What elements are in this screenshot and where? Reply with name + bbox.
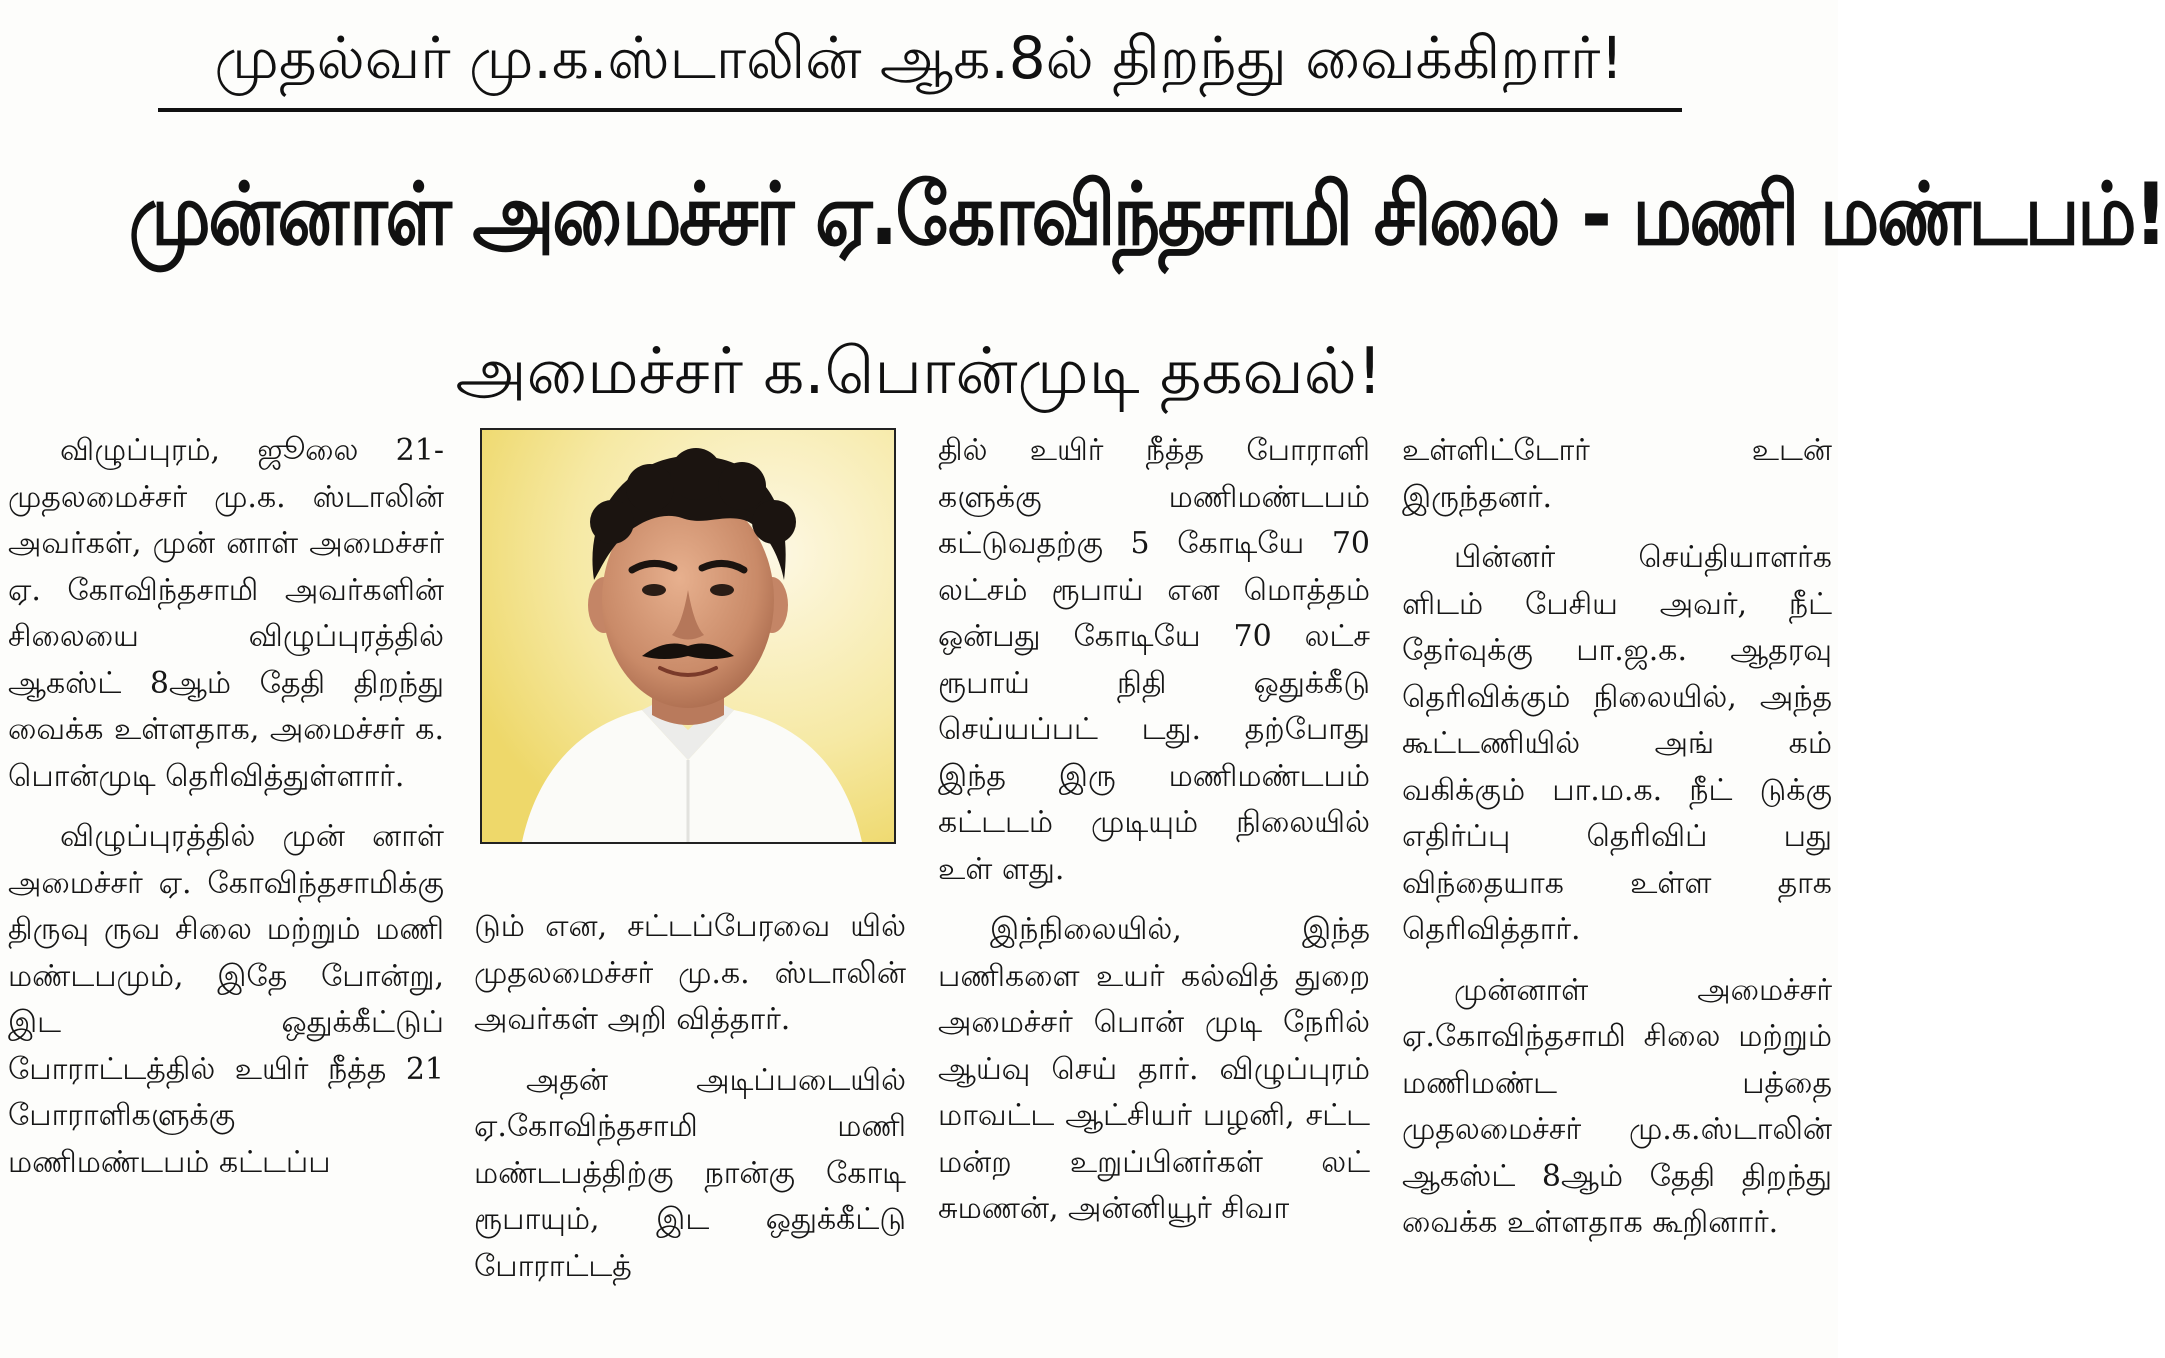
column-2-paragraph-2: அதன் அடிப்படையில் ஏ.கோவிந்தசாமி மணி மண்டபத்திற்கு நான்கு கோடி ரூபாயும், இட ஒதுக்கீட்டு போராட்டத் [474,1062,906,1284]
article-column-2 [474,904,906,1290]
column-3-paragraph-1: தில் உயிர் நீத்த போராளி களுக்கு மணிமண்டபம் கட்டுவதற்கு 5 கோடியே 70 லட்சம் ரூபாய் என மொத்தம் ஒன்பது கோடியே 70 லட்ச ரூபாய் நிதி ஒதுக்கீடு செய்யப்பட் டது. தற்போது இந்த இரு மணிமண்டபம் கட்டடம் முடியும் நிலையில் உள் ளது. [938,433,1370,887]
column-1-paragraph-1: விழுப்புரம், ஜூலை 21- முதலமைச்சர் மு.க. ஸ்டாலின் அவர்கள், முன் னாள் அமைச்சர் ஏ. கோவிந்தசாமி அவர்களின் சிலையை விழுப்புரத்தில் ஆகஸ்ட் 8ஆம் தேதி திறந்து வைக்க உள்ளதாக, அமைச்சர் க. பொன்முடி தெரிவித்துள்ளார். [8,433,444,794]
article-column-3 [938,428,1370,1233]
column-4-paragraph-1: உள்ளிட்டோர் உடன் இருந்தனர். [1402,433,1832,515]
article-kicker: முதல்வர் மு.க.ஸ்டாலின் ஆக.8ல் திறந்து வைக்கிறார்! [214,24,1624,92]
article-column-4 [1402,428,1832,1247]
portrait-illustration [482,430,894,842]
kicker-underline [158,108,1682,112]
column-3-paragraph-2: இந்நிலையில், இந்த பணிகளை உயர் கல்வித் துறை அமைச்சர் பொன் முடி நேரில் ஆய்வு செய் தார். விழுப்புரம் மாவட்ட ஆட்சியர் பழனி, சட்ட மன்ற உறுப்பினர்கள் லட் சுமணன், அன்னியூர் சிவா [938,912,1370,1226]
column-4-paragraph-2: பின்னர் செய்தியாளர்க ளிடம் பேசிய அவர், நீட் தேர்வுக்கு பா.ஜ.க. ஆதரவு தெரிவிக்கும் நிலையில், அந்த கூட்டணியில் அங் கம் வகிக்கும் பா.ம.க. நீட் டுக்கு எதிர்ப்பு தெரிவிப் பது விந்தையாக உள்ள தாக தெரிவித்தார். [1402,540,1832,947]
portrait-photo-icon [480,428,896,844]
column-1-paragraph-2: விழுப்புரத்தில் முன் னாள் அமைச்சர் ஏ. கோவிந்தசாமிக்கு திருவு ருவ சிலை மற்றும் மணி மண்டபமும், இதே போன்று, இட ஒதுக்கீட்டுப் போராட்டத்தில் உயிர் நீத்த 21 போராளிகளுக்கு மணிமண்டபம் கட்டப்ப [8,819,444,1180]
article-column-1 [8,428,444,1186]
column-4-paragraph-3: முன்னாள் அமைச்சர் ஏ.கோவிந்தசாமி சிலை மற்றும் மணிமண்ட பத்தை முதலமைச்சர் மு.க.ஸ்டாலின் ஆகஸ்ட் 8ஆம் தேதி திறந்து வைக்க உள்ளதாக கூறினார். [1402,972,1832,1240]
article-headline: முன்னாள் அமைச்சர் ஏ.கோவிந்தசாமி சிலை - மணி மண்டபம்! [128,165,2165,265]
article-subhead: அமைச்சர் க.பொன்முடி தகவல்! [455,335,1383,409]
column-2-paragraph-1: டும் என, சட்டப்பேரவை யில் முதலமைச்சர் மு.க. ஸ்டாலின் அவர்கள் அறி வித்தார். [474,909,906,1037]
